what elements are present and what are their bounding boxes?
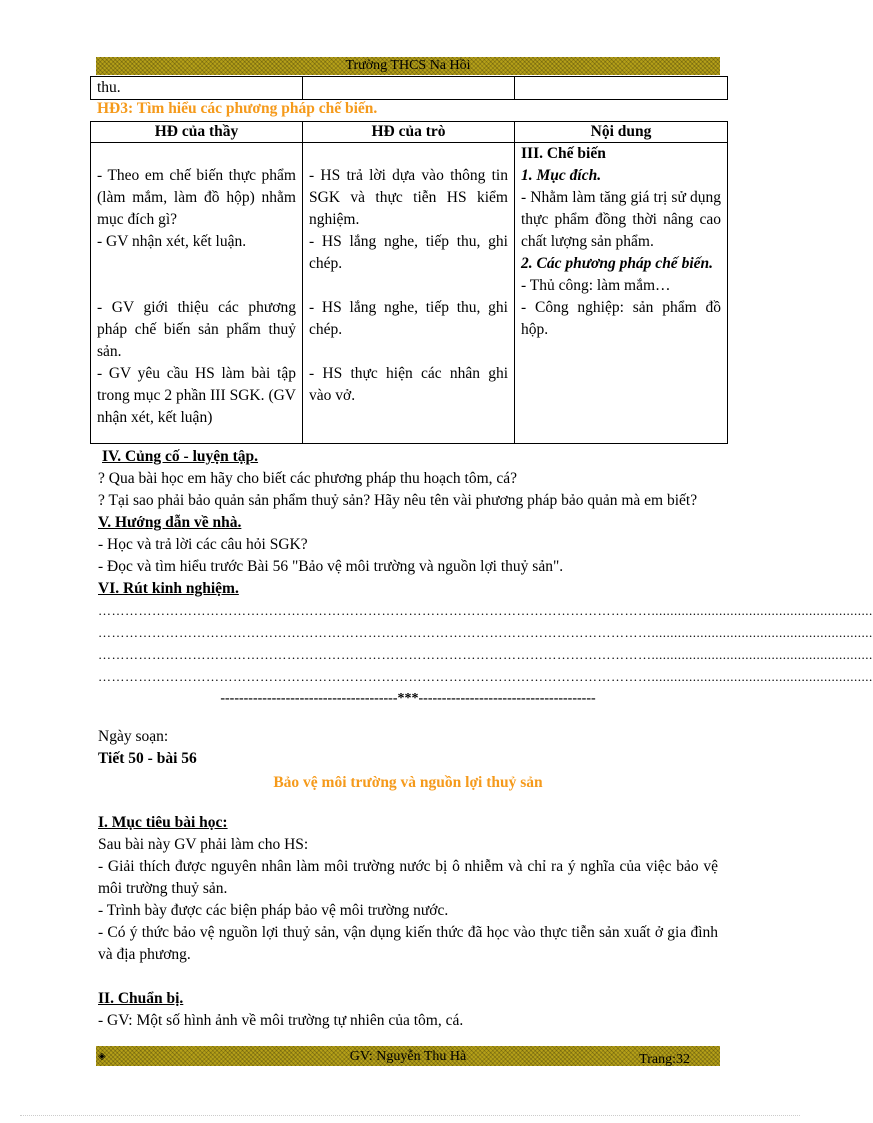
objective-item: - Trình bày được các biện pháp bảo vệ môi trường nước. bbox=[98, 902, 449, 919]
prev-cell-1: thu. bbox=[91, 77, 303, 100]
activity3-title: HĐ3: Tìm hiểu các phương pháp chế biến. bbox=[97, 100, 378, 117]
experience-line: ……………………………………………………………………………………………………………........................................................... bbox=[98, 647, 873, 662]
date-label: Ngày soạn: bbox=[98, 728, 169, 745]
objectives-section bbox=[98, 812, 718, 1032]
experience-line: ……………………………………………………………………………………………………………........................................................... bbox=[98, 603, 873, 618]
student-item: - HS trả lời dựa vào thông tin SGK và thực tiễn HS kiểm nghiệm. bbox=[309, 167, 508, 228]
preparation-item: - GV: Một số hình ảnh về môi trường tự nhiên của tôm, cá. bbox=[98, 1012, 464, 1029]
content-section: III. Chế biến bbox=[521, 145, 606, 162]
homework-item: - Đọc và tìm hiểu trước Bài 56 "Bảo vệ môi trường và nguồn lợi thuỷ sản". bbox=[98, 558, 564, 575]
experience-title: VI. Rút kinh nghiệm. bbox=[98, 580, 239, 597]
lesson-period: Tiết 50 - bài 56 bbox=[98, 750, 197, 767]
teacher-item: - Theo em chế biến thực phẩm (làm mắm, làm đồ hộp) nhằm mục đích gì? bbox=[97, 167, 296, 228]
objectives-intro: Sau bài này GV phải làm cho HS: bbox=[98, 836, 309, 853]
teacher-item: - GV yêu cầu HS làm bài tập trong mục 2 phần III SGK. (GV nhận xét, kết luận) bbox=[97, 365, 296, 426]
homework-item: - Học và trả lời các câu hỏi SGK? bbox=[98, 536, 308, 553]
footer-teacher: GV: Nguyễn Thu Hà bbox=[349, 1049, 467, 1064]
school-name: Trường THCS Na Hồi bbox=[345, 58, 471, 73]
teacher-item: - GV giới thiệu các phương pháp chế biến sản phẩm thuỷ sản. bbox=[97, 299, 296, 360]
lesson-header bbox=[98, 726, 718, 794]
footer-bullet-icon: ◈ bbox=[98, 1051, 106, 1062]
experience-line: ……………………………………………………………………………………………………………........................................................... bbox=[98, 625, 873, 640]
student-item: - HS lắng nghe, tiếp thu, ghi chép. bbox=[309, 233, 508, 272]
prev-cell-3 bbox=[515, 77, 728, 100]
header-teacher: HĐ của thầy bbox=[91, 122, 303, 143]
header-student: HĐ của trò bbox=[303, 122, 515, 143]
review-section bbox=[98, 446, 873, 710]
experience-line: ……………………………………………………………………………………………………………........................................................... bbox=[98, 669, 873, 684]
previous-table-row bbox=[90, 76, 728, 100]
objective-item: - Có ý thức bảo vệ nguồn lợi thuỷ sản, vận dụng kiến thức đã học vào thực tiễn sản xuất ở gia đình và địa phương. bbox=[98, 924, 718, 963]
preparation-title: II. Chuẩn bị. bbox=[98, 990, 184, 1007]
review-question: ? Tại sao phải bảo quản sản phẩm thuỷ sản? Hãy nêu tên vài phương pháp bảo quản mà em biết? bbox=[98, 492, 698, 509]
content-sub1-text: - Nhằm làm tăng giá trị sử dụng thực phẩm đồng thời nâng cao chất lượng sản phẩm. bbox=[521, 189, 721, 250]
homework-title: V. Hướng dẫn về nhà. bbox=[98, 514, 242, 531]
prev-cell-2 bbox=[303, 77, 515, 100]
content-sub2-item: - Công nghiệp: sản phẩm đồ hộp. bbox=[521, 299, 721, 338]
content-sub2: 2. Các phương pháp chế biến. bbox=[521, 255, 713, 272]
student-item: - HS lắng nghe, tiếp thu, ghi chép. bbox=[309, 299, 508, 338]
review-title: IV. Củng cố - luyện tập. bbox=[102, 448, 259, 465]
objectives-title: I. Mục tiêu bài học: bbox=[98, 814, 228, 831]
teacher-cell bbox=[91, 143, 303, 444]
content-sub1: 1. Mục đích. bbox=[521, 167, 602, 184]
footer-band bbox=[96, 1046, 720, 1066]
lesson-title: Bảo vệ môi trường và nguồn lợi thuỷ sản bbox=[273, 774, 543, 791]
footer-page: Trang:32 bbox=[639, 1052, 690, 1067]
content-cell bbox=[515, 143, 728, 444]
separator: --------------------------------------***-------------------------------------- bbox=[220, 691, 596, 706]
objective-item: - Giải thích được nguyên nhân làm môi trường nước bị ô nhiễm và chỉ ra ý nghĩa của việc bảo vệ môi trường thuỷ sản. bbox=[98, 858, 718, 897]
student-cell bbox=[303, 143, 515, 444]
teacher-item: - GV nhận xét, kết luận. bbox=[97, 233, 247, 250]
page-bottom-divider bbox=[20, 1115, 800, 1116]
header-content: Nội dung bbox=[515, 122, 728, 143]
content-sub2-item: - Thủ công: làm mắm… bbox=[521, 277, 671, 294]
activity-table bbox=[90, 121, 728, 444]
student-item: - HS thực hiện các nhân ghi vào vở. bbox=[309, 365, 508, 404]
review-question: ? Qua bài học em hãy cho biết các phương pháp thu hoạch tôm, cá? bbox=[98, 470, 518, 487]
header-band bbox=[96, 57, 720, 75]
